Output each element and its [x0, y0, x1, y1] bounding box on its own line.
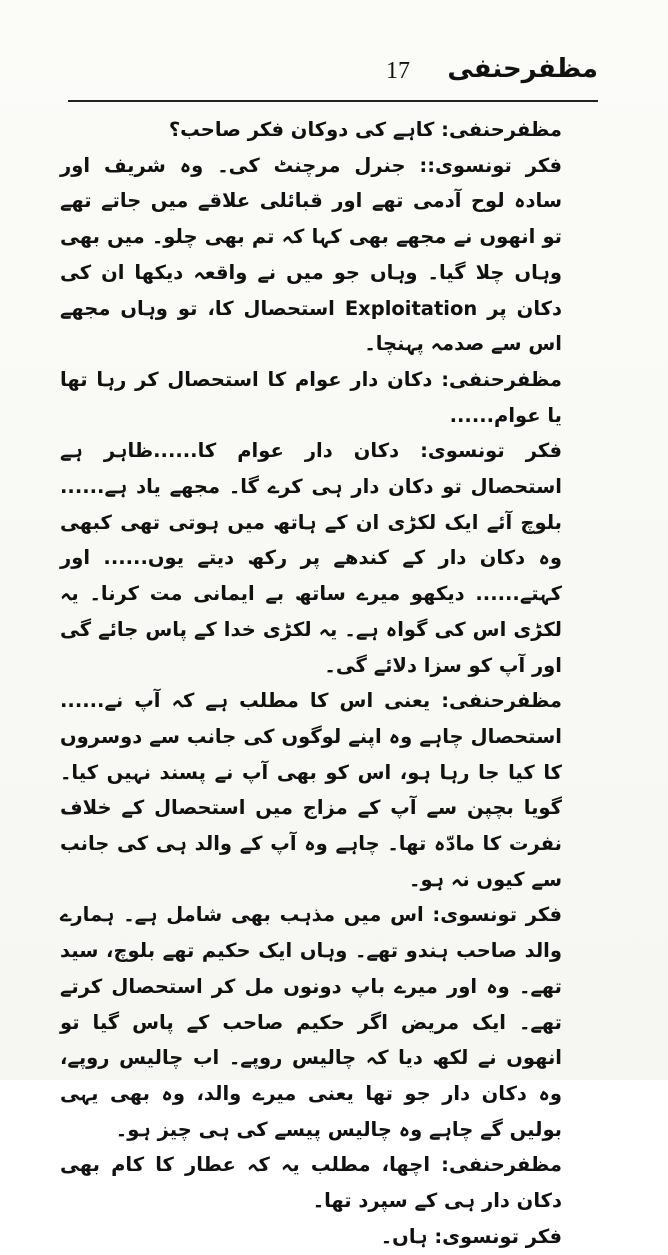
paragraph-question-shop: مظفرحنفی: کاہے کی دوکان فکر صاحب؟ [168, 118, 562, 141]
interview-text [60, 112, 596, 1255]
paragraph-answer-baloch-stick: فکر تونسوی: دکان دار عوام کا......ظاہر ہے استحصال تو دکان دار ہی کرے گا۔ مجھے یاد ہے...... بلوچ آئے ایک لکڑی ان کے ہاتھ میں ہوتی تھی کبھی وہ دکان دار کے کندھے پر رکھ دیتے یوں...... اور کہتے...... دیکھو میرے ساتھ بے ایمانی مت کرنا۔ یہ لکڑی اس کی گواہ ہے۔ یہ لکڑی خدا کے پاس جائے گی اور آپ کو سزا دلائے گی۔ [60, 439, 562, 677]
paragraph-answer-religion: فکر تونسوی: اس میں مذہب بھی شامل ہے۔ ہمارے والد صاحب ہندو تھے۔ وہاں ایک حکیم تھے بلوچ، سید تھے۔ وہ اور میرے باپ دونوں مل کر استحصال کرتے تھے۔ ایک مریض اگر حکیم صاحب کے پاس گیا تو انھوں نے لکھ دیا کہ چالیس روپے۔ اب چالیس روپے، وہ دکان دار جو تھا یعنی میرے والد، وہ بھی یہی بولیں گے چاہے وہ چالیس پیسے کی ہی چیز ہو۔ [60, 903, 562, 1141]
paragraph-question-exploitation: مظفرحنفی: دکان دار عوام کا استحصال کر رہا تھا یا عوام...... [60, 367, 562, 427]
running-head-author: مظفرحنفی [447, 54, 598, 84]
paragraph-question-childhood: مظفرحنفی: یعنی اس کا مطلب ہے کہ آپ نے...... استحصال چاہے وہ اپنے لوگوں کی جانب سے دوسروں کا کیا جا رہا ہو، اس کو بھی آپ نے پسند نہیں کیا۔ گویا بچپن سے آپ کے مزاج میں استحصال کے خلاف نفرت کا مادّہ تھا۔ چاہے وہ آپ کے والد ہی کی جانب سے کیوں نہ ہو۔ [60, 689, 562, 891]
paragraph-answer-yes: فکر تونسوی: ہاں۔ [380, 1224, 562, 1248]
paragraph-question-attar: مظفرحنفی: اچھا، مطلب یہ کہ عطار کا کام بھی دکان دار ہی کے سپرد تھا۔ [60, 1153, 562, 1213]
header-rule [68, 100, 598, 102]
page-header [68, 52, 598, 98]
paragraph-answer-general-merchant: فکر تونسوی:: جنرل مرچنٹ کی۔ وہ شریف اور سادہ لوح آدمی تھے اور قبائلی علاقے میں جاتے تھے تو انھوں نے مجھے بھی کہا کہ تم بھی چلو۔ میں بھی وہاں چلا گیا۔ وہاں جو میں نے واقعہ دیکھا ان کی دکان پر Exploitation استحصال کا، تو وہاں مجھے اس سے صدمہ پہنچا۔ [60, 153, 562, 356]
page-number: 17 [386, 58, 410, 84]
